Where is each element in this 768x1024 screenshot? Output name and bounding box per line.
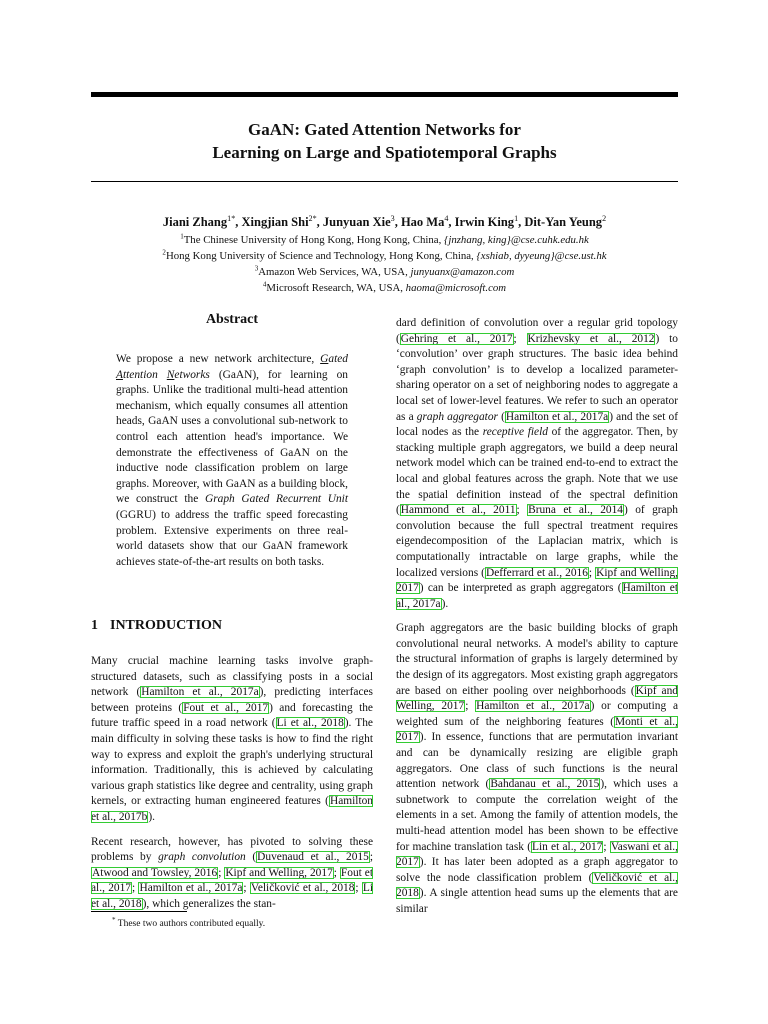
title-rule-top xyxy=(91,92,678,97)
author: Dit-Yan Yeung xyxy=(524,215,603,229)
body-text: ). It has later been adopted as a graph aggregator to solve the node classification problem ( xyxy=(396,856,678,884)
affiliation-text: The Chinese University of Hong Kong, Hong Kong, China, xyxy=(183,234,444,246)
abstract-text: We propose a new network architecture, xyxy=(116,353,315,365)
citation-link[interactable]: Hamilton et al., 2017a xyxy=(476,700,590,713)
body-text: ) and forecasting the future traffic speed in a road network ( xyxy=(91,701,373,730)
citation-link[interactable]: Krizhevsky et al., 2012 xyxy=(527,332,655,345)
body-text: ). xyxy=(441,597,449,610)
affiliation-email: junyuanx@amazon.com xyxy=(410,266,515,278)
abstract-text: (GaAN), for learning on graphs. Unlike the traditional multi-head attention mechanism, which equally consumes all attention heads, GaAN uses a convolutional sub-network to control each attention head's importance. We demonstrate the effectiveness of GaAN on the inductive node classification problem on large graphs. Moreover, with GaAN as a building block, we construct the xyxy=(116,368,348,506)
body-text: ). The main difficulty in solving these tasks is how to find the right way to express and exploit the graph's underlying structural information. Traditionally, this is achieved by calculating various graph statistics like degree and centrality, using graph kernels, or extracting human engineered features ( xyxy=(91,717,373,808)
citation-link[interactable]: Hamilton et al., 2017a xyxy=(396,582,678,610)
paragraph: Graph aggregators are the basic building blocks of graph convolutional neural networks. A model's ability to capture the structural information of graphs is largely determined by the design of its aggregators. Most existing graph aggregators are based on either pooling over neighborhoods (Kipf and Welling, 2017; Hamilton et al., 2017a) or computing a weighted sum of the neighboring features (Monti et al., 2017). In essence, functions that are permutation invariant and can be dynamically resizing are eligible graph aggregators. One class of such functions is the neural attention network (Bahdanau et al., 2015), which uses a subnetwork to compute the correlation weight of the elements in a set. Among the family of attention models, the multi-head attention model has been shown to be effective for machine translation task (Lin et al., 2017; Vaswani et al., 2017). It has later been adopted as a graph aggregator to solve the node classification problem (Veličković et al., 2018). A single attention head sums up the elements that are similar xyxy=(396,622,679,915)
body-text: ( xyxy=(501,410,505,423)
footnote-rule xyxy=(91,911,187,912)
body-text: Many crucial machine learning tasks involve graph-structured datasets, such as classifying posts in a social network ( xyxy=(91,655,373,699)
affiliation-sup: 1 xyxy=(180,232,184,241)
title-rule-bottom xyxy=(91,181,678,182)
affiliation-text: Amazon Web Services, WA, USA, xyxy=(258,266,411,278)
paragraph: dard definition of convolution over a regular grid topology (Gehring et al., 2017; Krizhevsky et al., 2012) to ‘convolution’ over graph structures. The basic idea behind ‘graph convolution’ is to develop a localized parameter-sharing operator on a set of neighboring nodes to aggregate a local set of lower-level features. We refer to such an operator as a graph aggregator (Hamilton et al., 2017a) and the set of local nodes as the receptive field of the aggregator. Then, by stacking multiple graph aggregators, we build a deep neural network model which can be trained end-to-end to extract the local and global features across the graph. Note that we use the spatial definition instead of the spectral definition (Hammond et al., 2011; Bruna et al., 2014) of graph convolution because the full spectral treatment requires eigendecomposition of the Laplacian matrix, which is computationally intractable on large graphs, while the localized versions (Defferrard et al., 2016; Kipf and Welling, 2017) can be interpreted as graph aggregators (Hamilton et al., 2017a). xyxy=(396,317,679,610)
author-sup: 3 xyxy=(390,213,395,223)
body-text: ). xyxy=(148,810,155,823)
section-title: INTRODUCTION xyxy=(110,618,223,633)
citation-link[interactable]: Bruna et al., 2014 xyxy=(528,504,624,517)
citation-link[interactable]: Veličković et al., 2018 xyxy=(396,871,678,900)
gaan-part: ttention xyxy=(122,368,158,381)
author-sup: 4 xyxy=(444,213,449,223)
body-text: ) can be interpreted as graph aggregators ( xyxy=(419,582,622,595)
body-text: ). In essence, functions that are permutation invariant and can be dynamically resizing are eligible graph aggregators. One class of such functions is the neural attention network ( xyxy=(396,731,678,791)
abstract-text: (GGRU) to address the traffic speed forecasting problem. Extensive experiments on three real-world datasets show that our GaAN framework achieves state-of-the-art results on both tasks. xyxy=(116,508,348,568)
abstract-heading: Abstract xyxy=(205,312,259,327)
affiliation xyxy=(91,280,678,296)
body-text: ( xyxy=(252,851,257,864)
italic-term: graph convolution xyxy=(158,851,246,864)
author: Junyuan Xie xyxy=(322,215,391,229)
citation-link[interactable]: Hamilton et al., 2017a xyxy=(505,410,609,423)
footnote xyxy=(112,915,266,929)
affiliation-sup: 2 xyxy=(162,248,166,257)
affiliation-sup: 3 xyxy=(254,264,259,273)
citation-link[interactable]: Atwood and Towsley, 2016 xyxy=(92,866,218,879)
citation-link[interactable]: Bahdanau et al., 2015 xyxy=(490,778,600,791)
citation-link[interactable]: Li et al., 2018 xyxy=(276,717,344,730)
body-text: Recent research, however, has pivoted to solving these problems by xyxy=(91,835,373,864)
body-text: of the aggregator. Then, by stacking multiple graph aggregators, we build a deep neural network model which can be trained end-to-end to extract the local and global features across the graph. Note that we use the spatial definition instead of the spectral definition ( xyxy=(396,426,678,517)
body-text: ) and the set of local nodes as the xyxy=(396,410,678,439)
paper-title xyxy=(91,118,678,164)
citation-link[interactable]: Hamilton et al., 2017a xyxy=(141,686,259,699)
citation-link[interactable]: Defferrard et al., 2016 xyxy=(485,566,588,579)
gaan-part: etworks xyxy=(174,368,210,381)
citation-link[interactable]: Kipf and Welling, 2017 xyxy=(225,866,333,879)
citation-link[interactable]: Fout et al., 2017 xyxy=(183,701,269,714)
body-text: dard definition of convolution over a regular grid topology ( xyxy=(396,317,678,345)
citation-link[interactable]: Kipf and Welling, 2017 xyxy=(396,684,678,713)
citation-link[interactable]: Monti et al., 2017 xyxy=(396,715,678,744)
affiliation-email: {jnzhang, king}@cse.cuhk.edu.hk xyxy=(444,234,589,246)
ggru-name: Graph Gated Recurrent Unit xyxy=(205,493,348,506)
body-text: ) to ‘convolution’ over graph structures. The basic idea behind ‘graph convolution’ is to develop a localized parameter-sharing operator on a set of neighboring nodes to aggregate a local set of lower-level features. We refer to such an operator as a xyxy=(396,332,678,423)
paragraph xyxy=(91,654,373,826)
affiliation xyxy=(91,264,678,280)
author: Hao Ma xyxy=(400,215,445,229)
left-column xyxy=(91,654,373,922)
author-sup: 2* xyxy=(308,213,317,223)
title-line-2: Learning on Large and Spatiotemporal Graphs xyxy=(212,143,557,162)
section-heading xyxy=(91,618,222,634)
body-text: ), predicting interfaces between proteins ( xyxy=(91,686,373,714)
body-text: ). A single attention head sums up the elements that are similar xyxy=(396,887,678,915)
gaan-letter: A xyxy=(116,368,123,381)
citation-link[interactable]: Duvenaud et al., 2015 xyxy=(257,851,369,864)
author-sup: 2 xyxy=(602,213,607,223)
citation-link[interactable]: Lin et al., 2017 xyxy=(532,840,603,853)
affiliation-email: haoma@microsoft.com xyxy=(405,282,507,294)
author-sup: 1* xyxy=(227,213,236,223)
body-text: ) of graph convolution because the full spectral treatment requires eigendecomposition of the Laplacian matrix, which is computationally intractable on large graphs, while the localized versions ( xyxy=(396,504,679,579)
title-line-1: GaAN: Gated Attention Networks for xyxy=(248,120,521,139)
footnote-text: These two authors contributed equally. xyxy=(117,919,266,929)
citation-link[interactable]: Vaswani et al., 2017 xyxy=(396,840,678,869)
affiliation-sup: 4 xyxy=(262,280,267,289)
citation-link[interactable]: Fout et al., 2017 xyxy=(91,866,374,895)
section-number: 1 xyxy=(91,618,98,633)
affiliation xyxy=(91,232,678,248)
body-text: ), which generalizes the stan- xyxy=(142,897,276,910)
affiliation xyxy=(91,248,678,264)
author-sup: 1 xyxy=(514,213,519,223)
citation-link[interactable]: Hamilton et al., 2017a xyxy=(139,882,243,895)
affiliation-list xyxy=(91,232,678,296)
body-text: Graph aggregators are the basic building blocks of graph convolutional neural networks. A model's ability to capture the structural information of graphs is largely determined by the design of its aggregators. Most existing graph aggregators are based on either pooling over neighborhoods ( xyxy=(396,622,678,697)
italic-term: graph aggregator xyxy=(416,410,498,423)
author: Irwin King xyxy=(454,215,515,229)
citation-link[interactable]: Hamilton et al., 2017b xyxy=(91,795,373,823)
affiliation-text: Hong Kong University of Science and Technology, Hong Kong, China, xyxy=(165,250,477,262)
body-text: ) or computing a weighted sum of the neighboring features ( xyxy=(396,700,679,728)
abstract-body xyxy=(116,352,348,570)
gaan-letter: N xyxy=(166,368,175,381)
author-list: Jiani Zhang$^{1*}$, Xingjian Shi$^{2*}$, Junyuan Xie$^3$, Hao Ma$^4$, Irwin King$^1$, Dit-Yan Yeung$^2$ xyxy=(162,213,607,229)
author: Xingjian Shi xyxy=(241,215,309,229)
citation-link[interactable]: Li et al., 2018 xyxy=(91,882,374,910)
footnote-mark: * xyxy=(112,915,116,924)
body-text: ), which uses a subnetwork to compute the correlation weight of the elements in a set. Among the family of attention models, the multi-head attention model has been shown to be effective for machine translation task ( xyxy=(396,778,678,853)
right-column xyxy=(396,316,678,927)
citation-link[interactable]: Kipf and Welling, 2017 xyxy=(396,566,679,595)
citation-link[interactable]: Veličković et al., 2018 xyxy=(250,882,355,895)
citation-link[interactable]: Hammond et al., 2011 xyxy=(400,504,516,517)
gaan-letter: G xyxy=(320,353,329,365)
italic-term: receptive field xyxy=(482,426,548,439)
paragraph: Recent research, however, has pivoted to solving these problems by graph convolution (Duvenaud et al., 2015; Atwood and Towsley, 2016; Kipf and Welling, 2017; Fout et al., 2017; Hamilton et al., 2017a; Veličković et al., 2018; Li et al., 2018), which generalizes the stan- xyxy=(91,835,374,910)
affiliation-email: {xshiab, dyyeung}@cse.ust.hk xyxy=(476,250,607,262)
citation-link[interactable]: Gehring et al., 2017 xyxy=(400,332,513,345)
affiliation-text: Microsoft Research, WA, USA, xyxy=(266,282,406,294)
gaan-part: ated xyxy=(328,353,348,365)
author: Jiani Zhang xyxy=(162,215,228,229)
